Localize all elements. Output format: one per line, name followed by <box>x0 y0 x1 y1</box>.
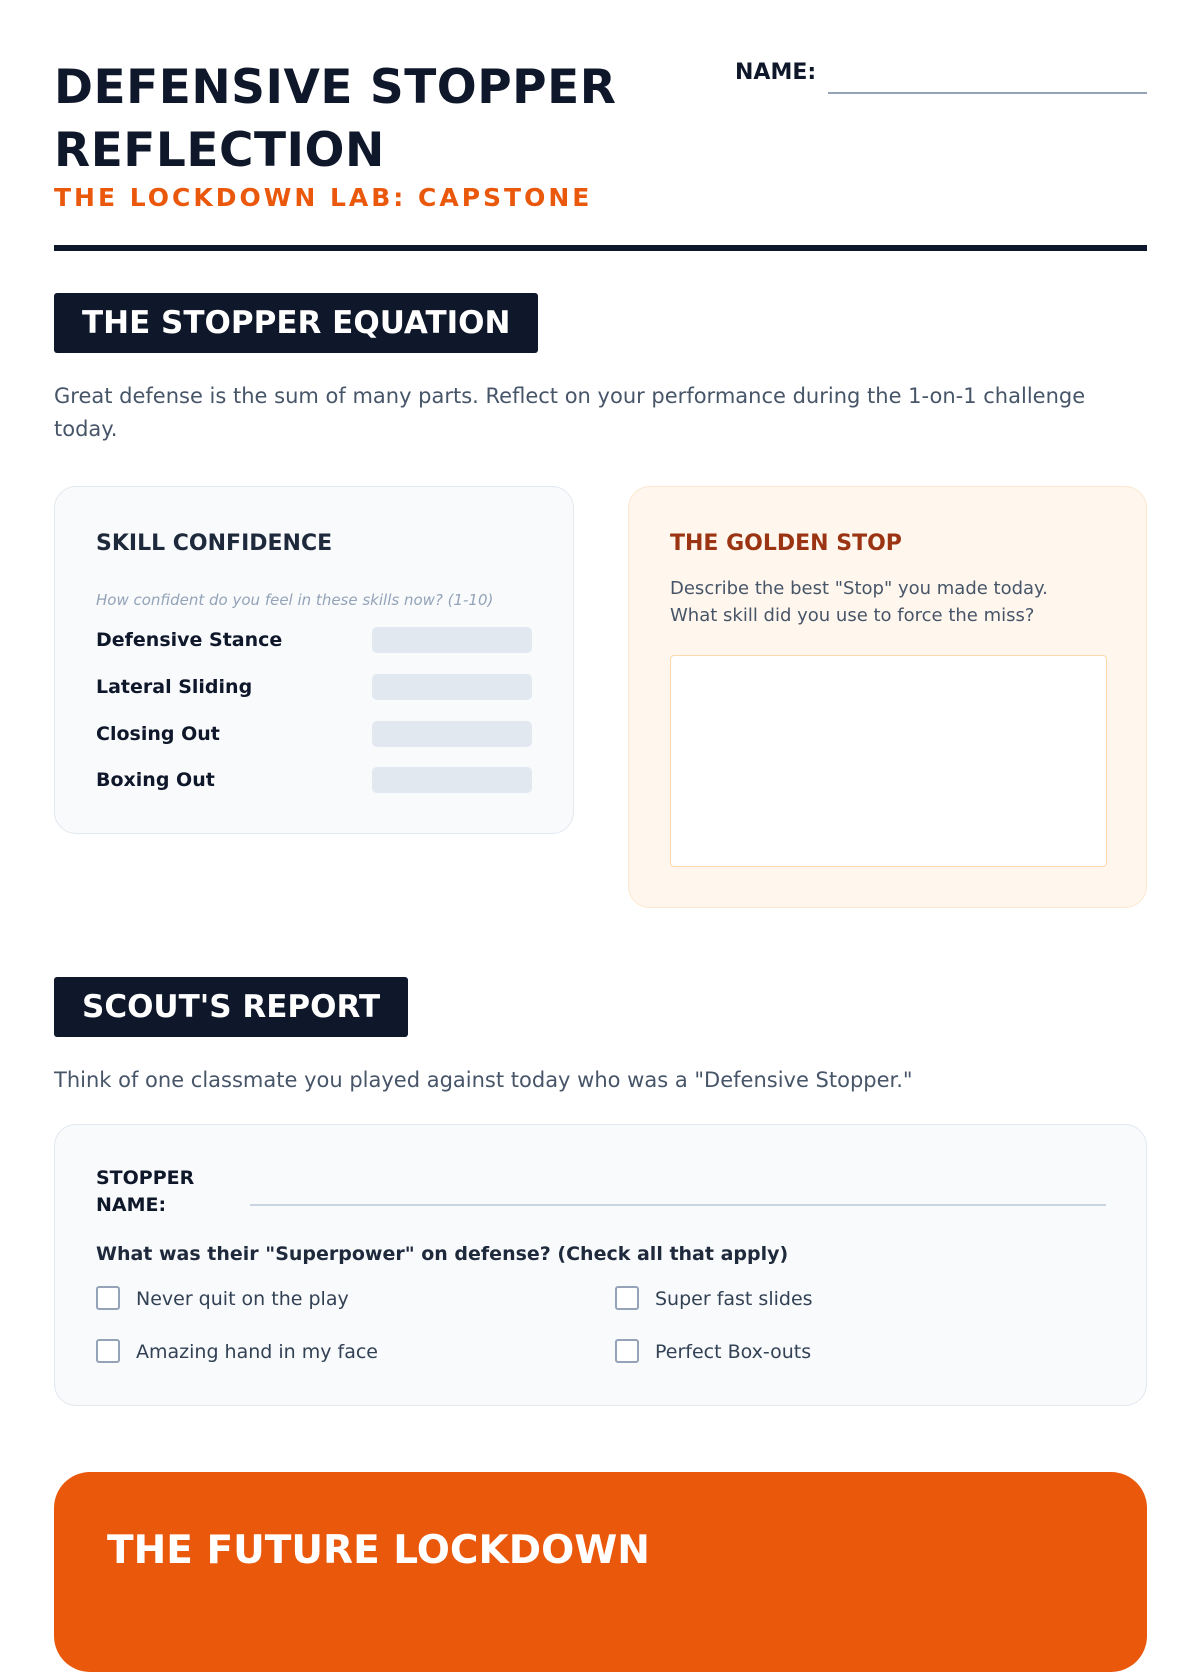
skill-rating-field[interactable] <box>372 627 532 653</box>
header-divider <box>54 245 1147 251</box>
golden-stop-title: THE GOLDEN STOP <box>670 531 902 556</box>
superpower-question: What was their "Superpower" on defense? (Check all that apply) <box>96 1243 789 1265</box>
checkbox[interactable] <box>615 1286 639 1310</box>
stopper-name-field[interactable] <box>250 1204 1106 1206</box>
page-title: DEFENSIVE STOPPER REFLECTION <box>54 60 617 178</box>
skill-rating-field[interactable] <box>372 767 532 793</box>
name-field[interactable] <box>828 92 1147 94</box>
future-lockdown-panel <box>54 1472 1147 1672</box>
checkbox-label: Amazing hand in my face <box>136 1341 378 1363</box>
skill-rating-field[interactable] <box>372 721 532 747</box>
name-label: NAME: <box>735 60 817 85</box>
skill-label: Defensive Stance <box>96 629 283 651</box>
checkbox[interactable] <box>96 1286 120 1310</box>
skill-row <box>96 626 536 654</box>
skill-row <box>96 673 536 701</box>
skill-row <box>96 720 536 748</box>
skill-label: Closing Out <box>96 723 220 745</box>
golden-stop-card <box>628 486 1147 908</box>
skill-label: Boxing Out <box>96 769 215 791</box>
golden-stop-description: Describe the best "Stop" you made today. What skill did you use to force the miss? <box>670 578 1048 626</box>
future-lockdown-title: THE FUTURE LOCKDOWN <box>107 1528 650 1573</box>
checkbox-label: Never quit on the play <box>136 1288 349 1310</box>
stopper-name-label: STOPPER NAME: <box>96 1167 195 1216</box>
golden-stop-answer-box[interactable] <box>670 655 1107 867</box>
skill-confidence-card <box>54 486 574 834</box>
page-subtitle: THE LOCKDOWN LAB: CAPSTONE <box>54 183 593 212</box>
skill-rating-field[interactable] <box>372 674 532 700</box>
skill-confidence-title: SKILL CONFIDENCE <box>96 531 333 556</box>
checkbox-label: Perfect Box-outs <box>655 1341 812 1363</box>
skill-label: Lateral Sliding <box>96 676 253 698</box>
section-heading-stopper-equation: THE STOPPER EQUATION <box>54 293 538 353</box>
checkbox[interactable] <box>615 1339 639 1363</box>
section-heading-scouts-report: SCOUT'S REPORT <box>54 977 408 1037</box>
equation-intro: Great defense is the sum of many parts. Reflect on your performance during the 1-on-1 challenge today. <box>54 384 1086 441</box>
scout-report-card <box>54 1124 1147 1406</box>
skill-confidence-hint: How confident do you feel in these skills now? (1-10) <box>96 591 494 609</box>
scout-intro: Think of one classmate you played against today who was a "Defensive Stopper." <box>54 1068 913 1092</box>
skill-row <box>96 766 536 794</box>
checkbox[interactable] <box>96 1339 120 1363</box>
checkbox-label: Super fast slides <box>655 1288 813 1310</box>
